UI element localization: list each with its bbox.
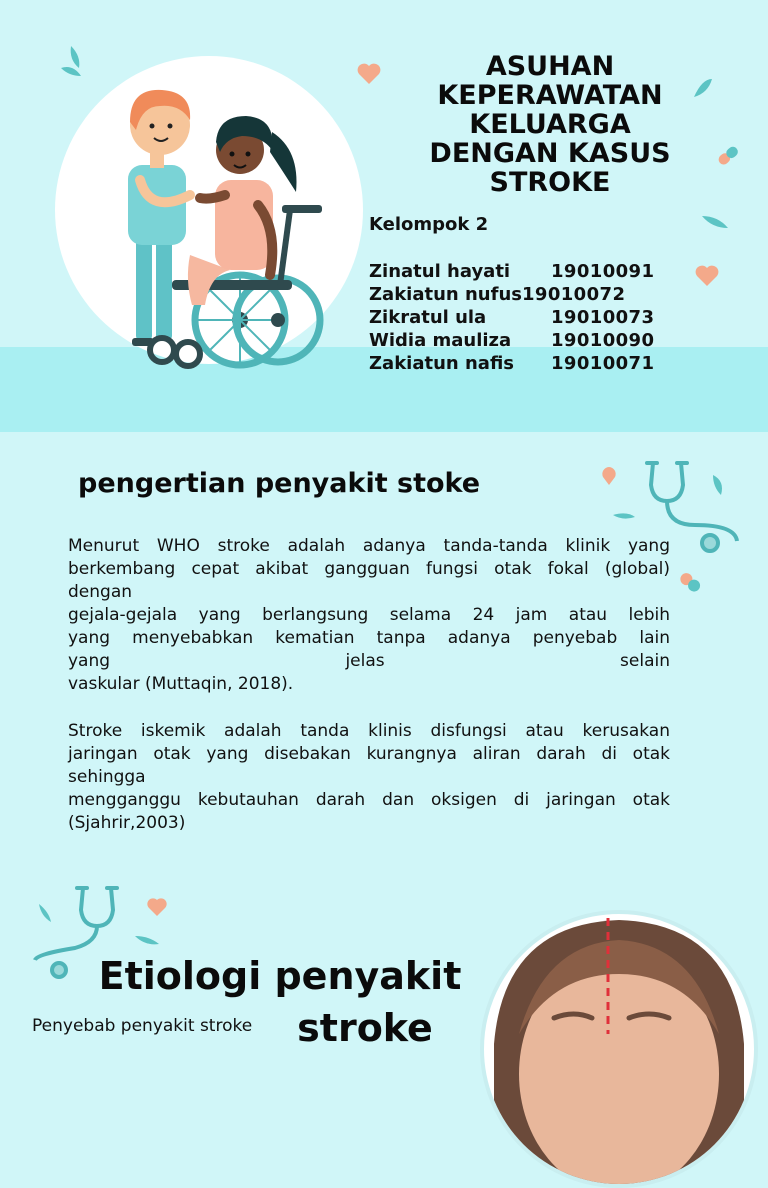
heading-line: Etiologi penyakit <box>98 954 462 998</box>
definition-paragraph-2 <box>68 720 670 835</box>
paragraph-line: yang jelas selain <box>68 651 670 671</box>
paragraph-line: gejala-gejala yang berlangsung selama 24 jam atau lebih <box>68 605 670 625</box>
paragraph-line: vaskular (Muttaqin, 2018). <box>68 674 294 694</box>
leaf-icon <box>55 42 95 82</box>
member-name: Zikratul ula <box>369 307 487 328</box>
cover-title <box>390 52 710 197</box>
etiology-paragraph: Penyebab penyakit stroke <box>32 1016 253 1036</box>
member-id: 19010073 <box>551 307 655 328</box>
member-row <box>369 330 654 351</box>
heart-icon <box>356 62 382 86</box>
heading-line: stroke <box>297 1006 433 1050</box>
title-line: ASUHAN <box>485 51 615 82</box>
paragraph-line: Stroke iskemik adalah tanda klinis disfungsi atau kerusakan <box>68 721 670 741</box>
member-name: Zakiatun nufus <box>369 284 522 305</box>
paragraph-line: dengan <box>68 582 133 602</box>
paragraph-line: sehingga <box>68 767 146 787</box>
member-id: 19010072 <box>521 284 626 305</box>
paragraph-line: mengganggu kebutauhan darah dan oksigen di jaringan otak <box>68 790 670 810</box>
heart-icon <box>694 264 720 288</box>
member-id: 19010091 <box>551 261 655 282</box>
paragraph-line: Menurut WHO stroke adalah adanya tanda-tanda klinik yang <box>68 536 670 556</box>
member-name: Zinatul hayati <box>369 261 511 282</box>
member-name: Widia mauliza <box>369 330 512 351</box>
paragraph-line: (Sjahrir,2003) <box>68 813 186 833</box>
member-id: 19010090 <box>551 330 655 351</box>
member-name: Zakiatun nafis <box>369 353 515 374</box>
pill-icon <box>714 140 744 170</box>
title-line: KELUARGA <box>469 109 631 140</box>
member-row <box>369 307 654 328</box>
title-line: DENGAN KASUS <box>429 138 671 169</box>
title-line: STROKE <box>489 167 611 198</box>
paragraph-line: berkembang cepat akibat gangguan fungsi otak fokal (global) <box>68 559 670 579</box>
definition-paragraph-1 <box>68 535 670 696</box>
group-label: Kelompok 2 <box>369 214 489 235</box>
member-row <box>369 353 654 374</box>
paragraph-line: jaringan otak yang disebakan kurangnya aliran darah di otak <box>68 744 670 764</box>
section-heading-etiology <box>80 950 480 1054</box>
nurse-patient-illustration <box>100 80 340 380</box>
member-row <box>369 261 654 282</box>
section-heading-definition: pengertian penyakit stoke <box>78 468 481 499</box>
member-row <box>369 284 625 305</box>
leaf-icon <box>700 212 730 232</box>
paragraph-line: yang menyebabkan kematian tanpa adanya penyebab lain <box>68 628 670 648</box>
member-id: 19010071 <box>551 353 655 374</box>
title-line: KEPERAWATAN <box>437 80 663 111</box>
head-illustration <box>480 910 758 1188</box>
